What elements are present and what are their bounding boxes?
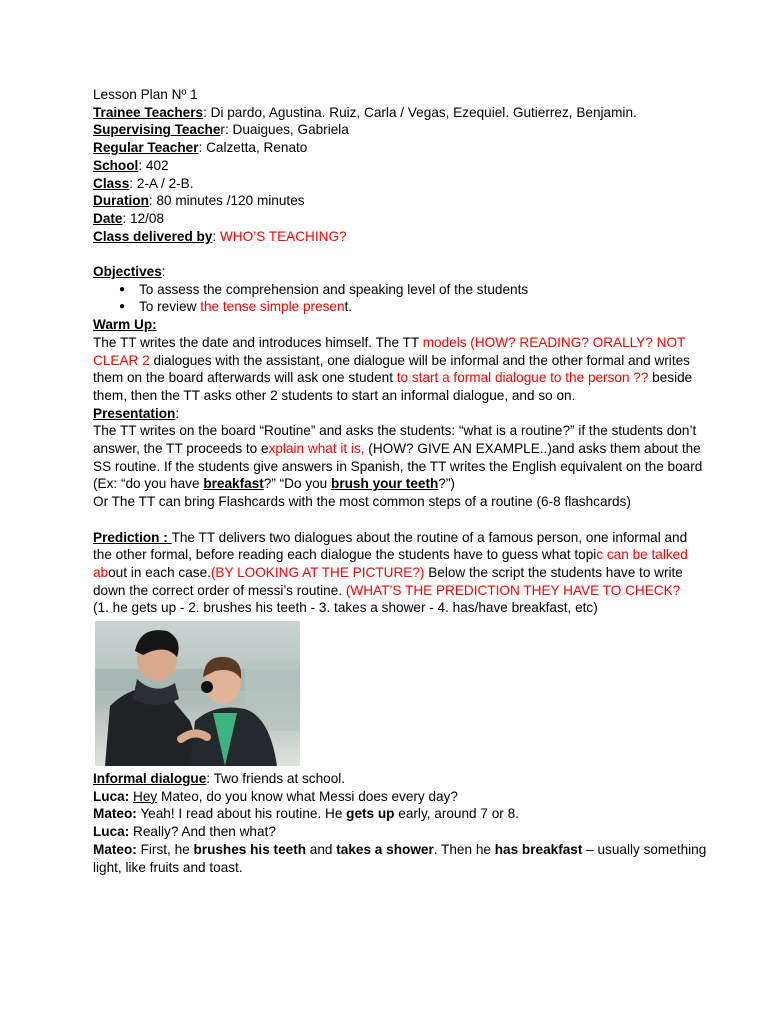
class-label: Class <box>93 175 130 191</box>
date-label: Date <box>93 210 123 226</box>
friends-illustration <box>95 621 300 766</box>
presentation-paragraph <box>93 422 708 493</box>
regular-teacher-row <box>93 139 708 157</box>
presentation-text-1: The TT writes on the board “Routine” and asks the students: “what is a routine?” if the students don’t answer, the TT proceeds to e <box>93 423 697 457</box>
spacer <box>93 245 708 263</box>
prediction-annotation-2: (BY LOOKING AT THE PICTURE?) <box>210 564 425 580</box>
informal-dialogue-heading <box>93 770 708 788</box>
regular-teacher-label: Regular Teacher <box>93 140 199 156</box>
prediction-order-list: (1. he gets up - 2. brushes his teeth - 3. takes a shower - 4. has/have breakfast, etc) <box>93 600 598 616</box>
prediction-text-3: Below the script the students have to write down the correct order of messi’s routine. <box>93 564 683 598</box>
trainee-teachers-row <box>93 104 708 122</box>
presentation-colon: : <box>175 405 180 421</box>
presentation-keyword-brush: brush your teeth <box>331 476 439 492</box>
class-value: : 2-A / 2-B. <box>129 175 194 191</box>
prediction-annotation-1: c can be talked ab <box>93 547 688 580</box>
spacer <box>93 511 708 529</box>
class-delivered-note: WHO’S TEACHING? <box>219 228 347 244</box>
informal-dialogue-label: Informal dialogue <box>93 771 207 787</box>
objectives-list <box>93 281 708 316</box>
speaker-mateo: Mateo: <box>93 806 137 822</box>
date-row <box>93 210 708 228</box>
dialogue-hey: Hey <box>133 788 158 804</box>
class-row <box>93 175 708 193</box>
informal-dialogue-intro: : Two friends at school. <box>206 771 346 787</box>
warmup-paragraph <box>93 334 708 405</box>
warmup-text-3: beside them, then the TT asks other 2 students to start an informal dialogue, and so on. <box>93 370 693 403</box>
duration-row <box>93 192 708 210</box>
presentation-text-2: (HOW? GIVE AN EXAMPLE..)and asks them about the SS routine. If the students give answers in Spanish, the TT writes the English equivalent on the board (Ex: “do you have <box>93 441 703 492</box>
dialogue-keyword: gets up <box>346 806 395 822</box>
dialogue-text: . Then he <box>433 841 495 857</box>
objective-text-pre: To review <box>139 299 201 315</box>
class-delivered-colon: : <box>212 228 220 244</box>
dialogue-text: and <box>306 841 337 857</box>
date-value: : 12/08 <box>122 210 165 226</box>
objective-item <box>119 281 708 299</box>
trainee-teachers-value: : Di pardo, Agustina. Ruiz, Carla / Vegas, Ezequiel. Gutierrez, Benjamin. <box>203 104 637 120</box>
speaker-mateo: Mateo: <box>93 841 137 857</box>
warmup-heading <box>93 316 708 334</box>
duration-label: Duration <box>93 193 149 209</box>
regular-teacher-value: : Calzetta, Renato <box>198 140 308 156</box>
two-friends-photo <box>95 621 300 766</box>
warmup-annotation-1: models (HOW? READING? ORALLY? NOT CLEAR 2 <box>93 334 686 368</box>
dialogue-line <box>93 841 708 876</box>
presentation-keyword-breakfast: breakfast <box>203 476 264 492</box>
warmup-text-1: The TT writes the date and introduces himself. The TT <box>93 334 423 350</box>
prediction-label: Prediction : <box>93 529 172 545</box>
presentation-text-4: ?”) <box>438 476 455 492</box>
dialogue-text: early, around 7 or 8. <box>394 806 519 822</box>
dialogue-keyword: takes a shower <box>336 841 434 857</box>
school-value: : 402 <box>138 157 169 173</box>
dialogue-text: Really? And then what? <box>129 824 276 840</box>
supervising-teacher-value: r: Duaigues, Gabriela <box>220 122 349 138</box>
warmup-annotation-2: to start a formal dialogue to the person ?? <box>396 370 649 386</box>
dialogue-text: Yeah! I read about his routine. He <box>136 806 347 822</box>
presentation-label: Presentation <box>93 405 176 421</box>
class-delivered-label: Class delivered by <box>93 228 213 244</box>
presentation-annotation: xplain what it is, <box>268 441 365 457</box>
objectives-colon: : <box>161 264 166 280</box>
objectives-heading <box>93 263 708 281</box>
dialogue-text: First, he <box>136 841 194 857</box>
objective-text-post: t. <box>344 299 353 315</box>
objective-item <box>119 298 708 316</box>
trainee-teachers-label: Trainee Teachers <box>93 104 204 120</box>
dialogue-line <box>93 788 708 806</box>
prediction-text-1: The TT delivers two dialogues about the routine of a famous person, one informal and the other formal, before reading each dialogue the students have to guess what topi <box>93 529 688 563</box>
presentation-heading <box>93 405 708 423</box>
warmup-label: Warm Up: <box>93 317 157 333</box>
dialogue-keyword: has breakfast <box>494 841 583 857</box>
objective-text: To assess the comprehension and speaking level of the students <box>139 281 529 297</box>
speaker-luca: Luca: <box>93 824 130 840</box>
presentation-flashcards: Or The TT can bring Flashcards with the most common steps of a routine (6-8 flashcards) <box>93 494 631 510</box>
presentation-text-3: ?” “Do you <box>263 476 332 492</box>
objectives-label: Objectives <box>93 264 162 280</box>
prediction-annotation-3: (WHAT’S THE PREDICTION THEY HAVE TO CHECK? <box>345 582 681 598</box>
dialogue-keyword: brushes his teeth <box>193 841 307 857</box>
speaker-luca: Luca: <box>93 788 130 804</box>
supervising-teacher-row <box>93 121 708 139</box>
prediction-paragraph <box>93 529 708 600</box>
dialogue-line <box>93 805 708 823</box>
page-title: Lesson Plan Nº 1 <box>93 87 198 102</box>
duration-value: : 80 minutes /120 minutes <box>148 193 305 209</box>
class-delivered-row <box>93 228 708 246</box>
warmup-text-2: dialogues with the assistant, one dialogue will be informal and the other formal and writes them on the board afterwards will ask one student <box>93 352 690 386</box>
objective-annotation: the tense simple presen <box>200 299 345 315</box>
supervising-teacher-label: Supervising Teache <box>93 122 221 138</box>
dialogue-line <box>93 823 708 841</box>
prediction-text-2: out in each case. <box>108 564 211 580</box>
dialogue-text: – usually something light, like fruits and toast. <box>93 841 707 875</box>
school-label: School <box>93 157 139 173</box>
school-row <box>93 157 708 175</box>
dialogue-text: Mateo, do you know what Messi does every day? <box>157 788 458 804</box>
